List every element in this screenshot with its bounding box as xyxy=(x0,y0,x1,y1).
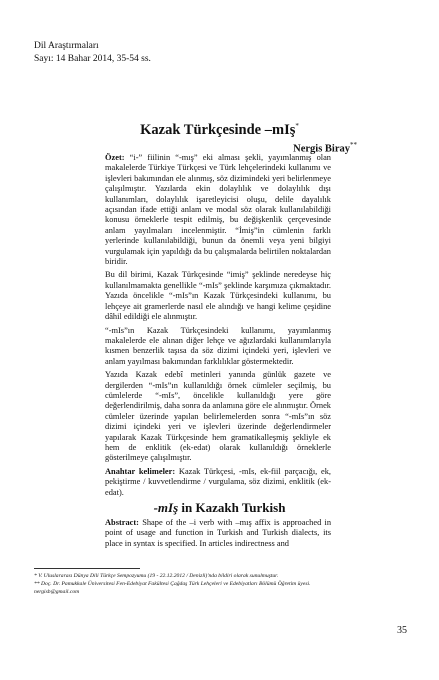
journal-name: Dil Araştırmaları xyxy=(34,41,99,51)
author-name: Nergis Biray xyxy=(293,143,350,155)
english-title-suffix: -mIş xyxy=(153,500,179,515)
abstract-paragraph-2: Bu dil birimi, Kazak Türkçesinde “imiş” şeklinde neredeyse hiç kullanılmamakta genellikle “-mIs” şeklinde karşımıza çıkmaktadır. Yazıda öncelikle “-mIs”ın Kazak Türkçesindeki kullanımı, bu lehçeye ait gramerlerde nasıl ele alındığı ve hangi kelime çeşidine dâhil edildiği ele alınmıştır. xyxy=(105,270,331,322)
footnote-2: ** Doç. Dr. Pamukkale Üniversitesi Fen-Edebiyat Fakültesi Çağdaş Türk Lehçeleri ve Edebiyatları Bölümü Öğretim üyesi. xyxy=(34,581,311,587)
footnote-1: * V. Uluslararası Dünya Dili Türkçe Sempozyumu (19 - 22.12.2012 / Denizli)'nda bildiri olarak sunulmuştur. xyxy=(34,573,279,579)
english-abstract-label: Abstract: xyxy=(105,518,139,527)
abstract-paragraph-1 xyxy=(105,153,331,267)
turkish-abstract xyxy=(105,153,331,501)
journal-issue: Sayı: 14 Bahar 2014, 35-54 ss. xyxy=(34,54,151,64)
abstract-paragraph-4: Yazıda Kazak edebî metinleri yanında günlük gazete ve dergilerden “-mIs”ın kullanıldığı örnek cümleler seçilmiş, bu cümlelerde “-mIs”, öncelikle kullanıldığı yere göre değerlendirilmiş, daha sonra da anlamına göre ele alınmıştır. Örnek cümleler üzerinde yapılan belirlemelerden sonra “-mIs”ın söz dizimi içindeki yeri ve işlevleri üzerinde değerlendirmeler yapılarak Kazak Türkçesinde hem gramatikalleşmiş şekliyle ek hem de enklitik (ek-edat) olarak kullanıldığı örneklerle gösterilmeye çalışılmıştır. xyxy=(105,370,331,463)
abstract-paragraph-3: “-mIs”ın Kazak Türkçesindeki kullanımı, yayımlanmış makalelerde ele alınan diğer lehçe ve ağızlardaki kullanımlarıyla kısmen benzerlik taşısa da söz dizimi içindeki yeri, işlevleri ve anlam yayılması bakımından farklılıklar göstermektedir. xyxy=(105,325,331,366)
keywords-text: Kazak Türkçesi, -mIs, ek-fiil parçacığı, ek, pekiştirme / kuvvetlendirme / vurgulama, söz dizimi, enklitik (ek-edat). xyxy=(105,466,331,497)
keywords xyxy=(105,467,331,498)
keywords-label: Anahtar kelimeler: xyxy=(105,466,176,476)
footnotes xyxy=(34,572,414,596)
abstract-text-1: “i-” fiilinin “-mış” eki alması şekli, yayımlanmış olan makalelerde Türkiye Türkçesi ve Türk lehçelerindeki kullanımı ve işlevleri bakımından ele alınmış, söz dizimindeki yeri belirlenmeye çalışılmıştır. Yazılarda ekin dolaylılık ve dolaylılık dışı kullanımları, dolaylılık işaretleyicisi oluşu, delile dayalılık açısından ifade ettiği anlam ve modal söz olarak kullanılabildiği konusu örneklerle tespit edilmiş, bu değişkenlik çerçevesinde anlam yayılmaları incelenmiştir. “İmiş”in cümlenin farklı yerlerinde kullanılabildiği, bunun da önemli veya yeni bilgiyi vurgulamak için yapıldığı da bu çalışmalarda belirtilen noktalardan biridir. xyxy=(105,153,331,267)
journal-header xyxy=(34,40,151,66)
page-number: 35 xyxy=(397,625,407,636)
english-title xyxy=(0,500,439,516)
article-title xyxy=(0,122,439,139)
english-abstract-text: Shape of the –i verb with –mış affix is approached in point of usage and function in Turkish and Turkish dialects, its place in syntax is specified. In articles indirectness and xyxy=(105,518,332,548)
english-abstract xyxy=(105,518,331,549)
english-title-rest: in Kazakh Turkish xyxy=(178,500,286,515)
footnote-divider xyxy=(34,568,140,569)
title-footnote-mark: * xyxy=(295,122,299,131)
author-footnote-mark: ** xyxy=(350,141,357,149)
article-title-text: Kazak Türkçesinde –mIş xyxy=(140,122,296,138)
abstract-label: Özet: xyxy=(105,153,125,162)
footnote-email: nergisb@gmail.com xyxy=(34,589,80,595)
